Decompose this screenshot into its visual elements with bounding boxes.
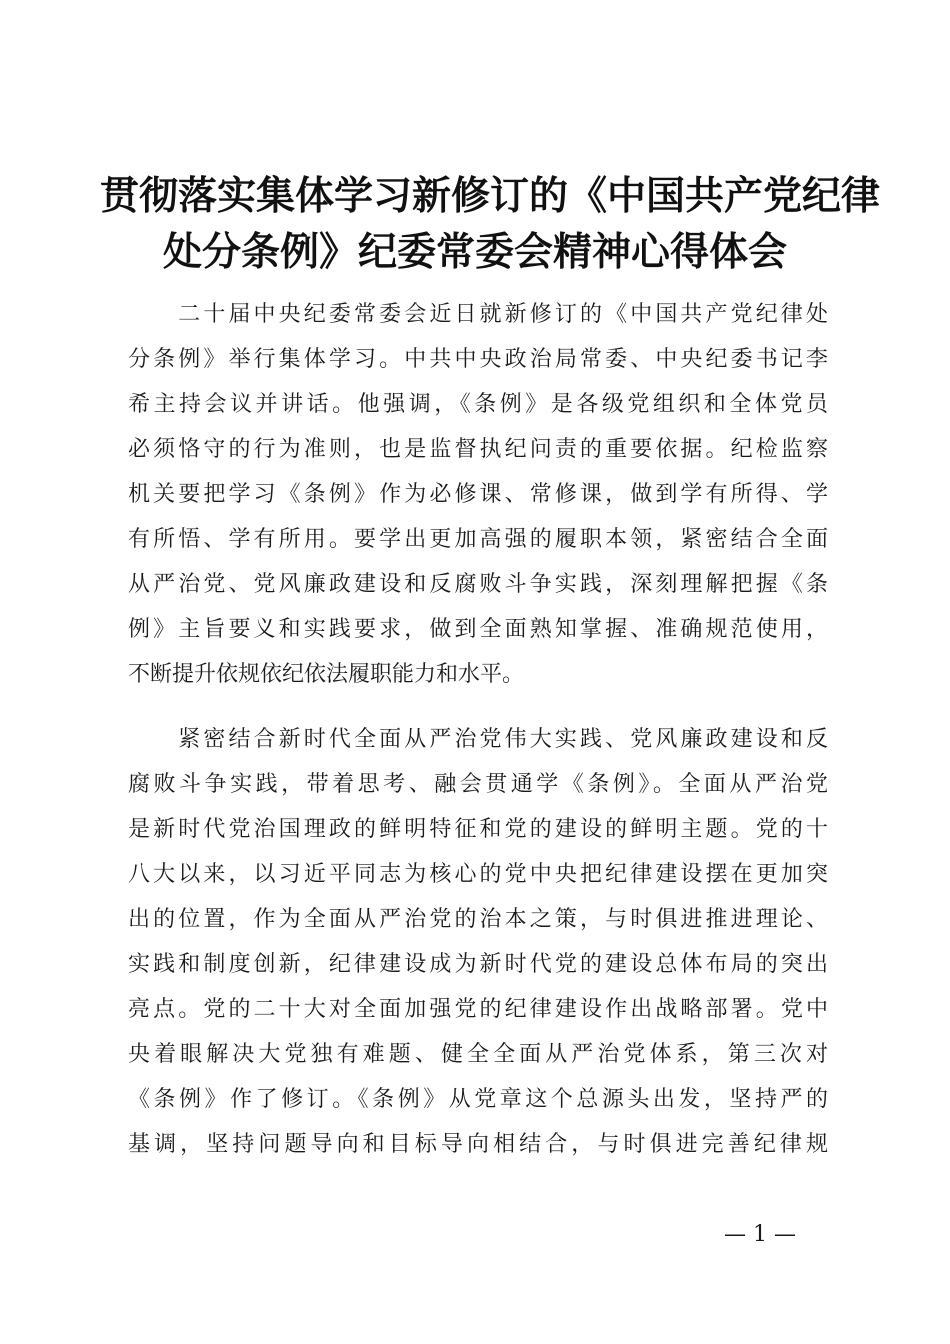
- paragraph-line: 亮点。党的二十大对全面加强党的纪律建设作出战略部署。党中: [128, 997, 828, 1022]
- paragraph-line: 实践和制度创新，纪律建设成为新时代党的建设总体布局的突出: [128, 952, 828, 977]
- paragraph-spacer: [128, 697, 828, 717]
- paragraph-line: 不断提升依规依纪依法履职能力和水平。: [128, 662, 525, 687]
- paragraph-line: 希主持会议并讲话。他强调，《条例》是各级党组织和全体党员: [128, 392, 828, 417]
- page-number: — 1 —: [724, 1222, 796, 1247]
- paragraph-line: 必须恪守的行为准则，也是监督执纪问责的重要依据。纪检监察: [128, 437, 828, 462]
- paragraph-line: 《条例》作了修订。《条例》从党章这个总源头出发，坚持严的: [128, 1087, 828, 1112]
- paragraph-line: 从严治党、党风廉政建设和反腐败斗争实践，深刻理解把握《条: [128, 572, 828, 597]
- paragraph-2: [128, 717, 828, 1167]
- paragraph-line: 八大以来，以习近平同志为核心的党中央把纪律建设摆在更加突: [128, 862, 828, 887]
- title-line-1: 贯彻落实集体学习新修订的《中国共产党纪律: [100, 173, 881, 219]
- paragraph-line: 机关要把学习《条例》作为必修课、常修课，做到学有所得、学: [128, 482, 828, 507]
- paragraph-line: 出的位置，作为全面从严治党的治本之策，与时俱进推进理论、: [128, 907, 828, 932]
- paragraph-line: 分条例》举行集体学习。中共中央政治局常委、中央纪委书记李: [128, 347, 828, 372]
- paragraph-line: 例》主旨要义和实践要求，做到全面熟知掌握、准确规范使用，: [128, 617, 828, 642]
- paragraph-line: 央着眼解决大党独有难题、健全全面从严治党体系，第三次对: [128, 1042, 828, 1067]
- paragraph-line: 有所悟、学有所用。要学出更加高强的履职本领，紧密结合全面: [128, 527, 828, 552]
- document-title: [100, 168, 881, 280]
- paragraph-line: 是新时代党治国理政的鲜明特征和党的建设的鲜明主题。党的十: [128, 817, 828, 842]
- paragraph-line: 腐败斗争实践，带着思考、融会贯通学《条例》。全面从严治党: [128, 772, 828, 797]
- title-line-2: 处分条例》纪委常委会精神心得体会: [162, 229, 787, 275]
- paragraph-line: 二十届中央纪委常委会近日就新修订的《中国共产党纪律处: [128, 302, 828, 327]
- paragraph-1: [128, 292, 828, 697]
- paragraph-line: 基调，坚持问题导向和目标导向相结合，与时俱进完善纪律规: [128, 1132, 828, 1157]
- document-body: [128, 292, 828, 1167]
- paragraph-line: 紧密结合新时代全面从严治党伟大实践、党风廉政建设和反: [128, 727, 828, 752]
